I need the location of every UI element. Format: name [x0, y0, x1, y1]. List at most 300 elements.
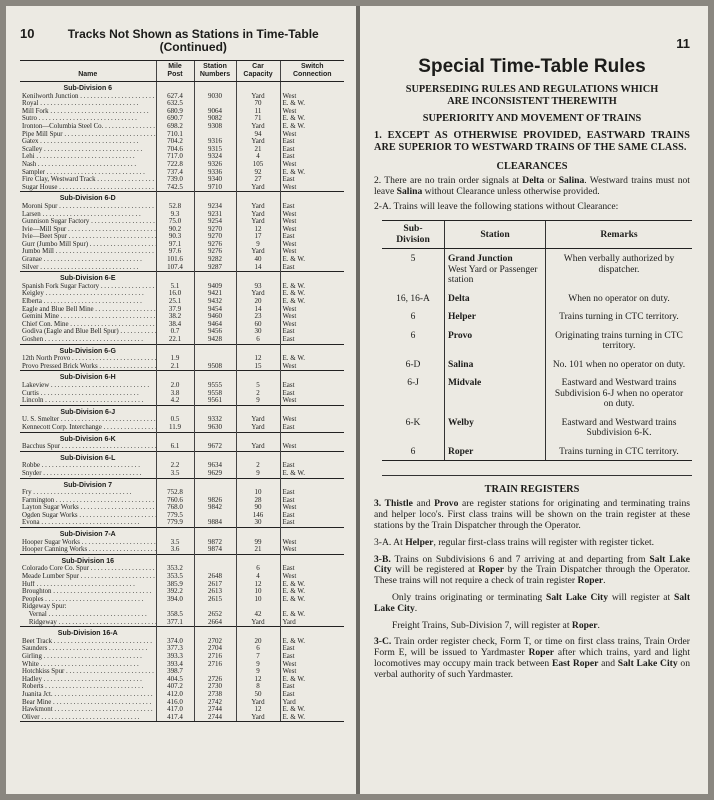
mile-post [156, 676, 194, 684]
mile-post [156, 706, 194, 714]
subdivision-title: Sub-Division 7 [20, 478, 156, 489]
car-capacity [236, 512, 280, 520]
mile-post-text: 632.5 [167, 100, 183, 108]
switch-connection [280, 470, 344, 478]
station-number-text: 9315 [208, 145, 222, 153]
station-number-text: 9332 [208, 416, 222, 424]
track-row [20, 306, 344, 314]
empty-cell [156, 627, 194, 638]
track-row [20, 176, 344, 184]
station-number-text: 9340 [208, 176, 222, 184]
track-name [20, 443, 156, 451]
station-number-text: 9254 [208, 218, 222, 226]
car-capacity [236, 169, 280, 177]
leader-dots [37, 115, 137, 122]
track-row [20, 519, 344, 527]
switch-connection-text: Yard [282, 618, 296, 626]
track-name-text: Lehi [22, 153, 35, 161]
mile-post [156, 638, 194, 646]
switch-connection [280, 115, 344, 123]
mile-post [156, 397, 194, 405]
car-capacity [236, 146, 280, 154]
switch-connection [280, 668, 344, 676]
track-name-text: Roberts [22, 683, 44, 691]
station-number [194, 336, 236, 344]
col-subdivision [382, 221, 445, 249]
station-number [194, 714, 236, 722]
mile-post [156, 93, 194, 101]
left-title-line1: Tracks Not Shown as Stations in Time-Table [67, 27, 319, 41]
switch-connection [280, 489, 344, 497]
station-number [194, 691, 236, 699]
station-number [194, 176, 236, 184]
switch-connection-text: West [282, 183, 297, 191]
switch-connection-text: E. & W. [282, 115, 306, 123]
mile-post [156, 131, 194, 139]
clearance-row [382, 442, 692, 461]
switch-connection [280, 638, 344, 646]
track-name [20, 706, 156, 714]
track-row [20, 218, 344, 226]
track-row [20, 416, 344, 424]
car-capacity-text: Yard [251, 248, 265, 256]
switch-connection [280, 539, 344, 547]
track-row [20, 546, 344, 554]
station-number [194, 93, 236, 101]
switch-connection-text: E. & W. [282, 580, 306, 588]
switch-connection [280, 382, 344, 390]
switch-connection-text: East [282, 652, 295, 660]
car-capacity [236, 93, 280, 101]
mile-post-text: 722.8 [167, 160, 183, 168]
track-name [20, 596, 156, 604]
switch-connection [280, 138, 344, 146]
track-name [20, 397, 156, 405]
mile-post-text: 0.5 [170, 416, 180, 424]
empty-cell [280, 272, 344, 283]
mile-post [156, 256, 194, 264]
empty-cell [194, 272, 236, 283]
mile-post-text: 37.9 [168, 305, 182, 313]
mile-post-text: 398.7 [167, 668, 183, 676]
leader-dots [36, 161, 136, 168]
switch-connection [280, 699, 344, 707]
empty-cell [194, 528, 236, 539]
leader-dots [79, 573, 156, 580]
station-number [194, 676, 236, 684]
track-row [20, 470, 344, 478]
switch-connection [280, 661, 344, 669]
station-number-text: 9064 [208, 107, 222, 115]
station-number [194, 248, 236, 256]
clearance-row [382, 249, 692, 289]
station-number-text: 9826 [208, 496, 222, 504]
empty-cell [194, 554, 236, 565]
mile-post [156, 108, 194, 116]
track-name-text: Eagle and Blue Bell Mine [22, 305, 94, 313]
switch-connection [280, 573, 344, 581]
station-number [194, 470, 236, 478]
switch-connection [280, 603, 344, 611]
track-name [20, 416, 156, 424]
clearance-row [382, 413, 692, 442]
leader-dots [51, 699, 151, 706]
car-capacity-text: 14 [254, 305, 262, 313]
mile-post-text: 353.5 [167, 573, 183, 581]
leader-dots [78, 512, 156, 519]
track-row [20, 226, 344, 234]
mile-post [156, 290, 194, 298]
clearance-station-name: Midvale [448, 378, 482, 389]
mile-post [156, 668, 194, 676]
rule-3b-note [374, 593, 690, 615]
mile-post [156, 100, 194, 108]
track-row [20, 653, 344, 661]
switch-connection-text: East [282, 389, 295, 397]
car-capacity [236, 355, 280, 363]
station-number [194, 218, 236, 226]
mile-post-text: 374.0 [167, 637, 183, 645]
track-name [20, 390, 156, 398]
leader-dots [63, 131, 156, 138]
rule-3c [374, 637, 690, 680]
track-row [20, 211, 344, 219]
left-page-header [20, 26, 344, 54]
rule-3b-text-d: will be registered at [391, 564, 479, 576]
station-number-text: 9316 [208, 138, 222, 146]
station-number [194, 443, 236, 451]
station-number-text: 9630 [208, 423, 222, 431]
leader-dots [35, 581, 135, 588]
mile-post-text: 392.2 [167, 588, 183, 596]
track-row [20, 489, 344, 497]
track-row [20, 691, 344, 699]
mile-post-text: 2.2 [170, 462, 180, 470]
switch-connection [280, 504, 344, 512]
car-capacity [236, 321, 280, 329]
station-number-text: 9672 [208, 443, 222, 451]
car-capacity [236, 504, 280, 512]
rule-3c-text: Train order register check, Form T, or time on first class trains, Train Order Form E, will be issued to Yardmaster [374, 636, 690, 659]
switch-connection-text: East [282, 519, 295, 527]
subdivision-heading [20, 82, 344, 93]
station-number-text: 9508 [208, 362, 222, 370]
mile-post-text: 3.5 [170, 538, 180, 546]
subdivision-title: Sub-Division 6 [63, 85, 113, 92]
track-name-text: 12th North Provo [22, 355, 71, 363]
track-name-text: Hooper Canning Works [22, 546, 88, 554]
mile-post-text: 75.0 [168, 218, 182, 226]
switch-connection [280, 100, 344, 108]
track-name [20, 218, 156, 226]
mile-post [156, 363, 194, 371]
station-number [194, 661, 236, 669]
track-row [20, 462, 344, 470]
switch-connection-text: East [282, 462, 295, 470]
switch-connection [280, 203, 344, 211]
tracks-table [20, 60, 344, 722]
track-row [20, 588, 344, 596]
car-capacity [236, 131, 280, 139]
rule-2a: 2-A. Trains will leave the following stations without Clearance: [374, 200, 619, 212]
track-name-text: Huff [22, 580, 35, 588]
rule-freight-note [374, 621, 690, 632]
switch-connection-text: West [282, 313, 297, 321]
car-capacity-text: 20 [254, 298, 262, 306]
track-name [20, 668, 156, 676]
clearance-remarks: Trains turning in CTC territory. [546, 307, 693, 326]
station-number-text: 9460 [208, 313, 222, 321]
station-number-text: 9884 [208, 519, 222, 527]
mile-post [156, 248, 194, 256]
track-name [20, 603, 156, 611]
car-capacity-text: 105 [252, 160, 264, 168]
leader-dots [41, 211, 141, 218]
track-name [20, 321, 156, 329]
rule-3a [374, 538, 690, 549]
clearance-subdivision: 6-D [405, 359, 421, 370]
switch-connection-text: E. & W. [282, 100, 306, 108]
track-row [20, 706, 344, 714]
car-capacity [236, 546, 280, 554]
rule-3b-roper-2: Roper [577, 575, 604, 587]
switch-connection-text: E. & W. [282, 355, 306, 363]
leader-dots [119, 328, 156, 335]
station-number [194, 512, 236, 520]
track-name-text: Ridgeway Spur: [22, 603, 67, 611]
switch-connection [280, 131, 344, 139]
clearance-station [445, 355, 546, 374]
station-number [194, 184, 236, 192]
mile-post-text: 52.8 [168, 202, 182, 210]
leader-dots [42, 653, 142, 660]
car-capacity-text: Yard [251, 618, 265, 626]
track-row [20, 290, 344, 298]
mile-post-text: 417.0 [167, 706, 183, 714]
clearance-header-row [382, 221, 692, 249]
leader-dots [53, 706, 153, 713]
station-number [194, 283, 236, 291]
leader-dots [42, 676, 142, 683]
empty-cell [236, 528, 280, 539]
empty-cell [280, 344, 344, 355]
subdivision-heading [20, 554, 344, 565]
mile-post [156, 443, 194, 451]
car-capacity-text: 2 [256, 462, 260, 470]
track-name-text: Snyder [22, 469, 42, 477]
leader-dots [49, 108, 149, 115]
switch-connection [280, 321, 344, 329]
mile-post-text: 407.2 [167, 683, 183, 691]
leader-dots [79, 504, 156, 511]
track-row [20, 256, 344, 264]
track-name [20, 519, 156, 527]
switch-connection [280, 653, 344, 661]
col-milepost-l2: Post [167, 71, 183, 78]
station-number-text: 9082 [208, 115, 222, 123]
empty-cell [156, 528, 194, 539]
car-capacity-text: 6 [256, 336, 260, 343]
rule-2-salina: Salina [558, 175, 585, 186]
station-number-text: 9326 [208, 160, 222, 168]
station-number-text: 9842 [208, 504, 222, 512]
rule-3c-east-roper: East Roper [551, 657, 599, 669]
note-2-roper: Roper [571, 619, 598, 631]
car-capacity [236, 706, 280, 714]
subdivision-title: Sub-Division 6-K [20, 432, 156, 443]
car-capacity [236, 645, 280, 653]
switch-connection [280, 462, 344, 470]
clearance-station-name: Roper [448, 446, 474, 457]
subdivision-title: Sub-Division 6-J [20, 405, 156, 416]
switch-connection-text: East [282, 645, 295, 653]
clearance-station-name: Provo [448, 330, 473, 341]
track-name-text: Layton Sugar Works [22, 504, 79, 512]
track-name-text: Hawkmont [22, 706, 53, 714]
clearance-remarks: When verbally authorized by dispatcher. [546, 249, 693, 289]
mile-post-text: 2.0 [170, 381, 180, 389]
car-capacity [236, 363, 280, 371]
empty-cell [156, 432, 194, 443]
clearance-station [445, 442, 546, 461]
station-number [194, 108, 236, 116]
leader-dots [43, 336, 143, 343]
superiority-heading: SUPERIORITY AND MOVEMENT OF TRAINS [422, 113, 642, 124]
mile-post-text: 3.5 [170, 469, 180, 477]
track-row [20, 233, 344, 241]
track-name [20, 676, 156, 684]
mile-post [156, 169, 194, 177]
track-name-text: Peoples [22, 595, 44, 603]
mile-post-text: 680.9 [167, 107, 183, 115]
track-row [20, 146, 344, 154]
mile-post [156, 416, 194, 424]
leader-dots [54, 248, 154, 255]
mile-post [156, 123, 194, 131]
station-number [194, 519, 236, 527]
switch-connection-text: East [282, 202, 295, 210]
car-capacity-text: 90 [254, 504, 262, 512]
station-number-text: 9710 [208, 183, 222, 191]
switch-connection-text: West [282, 92, 297, 100]
car-capacity-text: Yard [251, 218, 265, 226]
mile-post-text: 22.1 [168, 336, 182, 343]
leader-dots [32, 489, 132, 496]
section-divider [382, 475, 692, 476]
car-capacity [236, 203, 280, 211]
empty-cell [194, 478, 236, 489]
track-row [20, 661, 344, 669]
mile-post [156, 211, 194, 219]
track-name-text: Sampler [22, 168, 45, 176]
leader-dots [49, 382, 149, 389]
track-name [20, 565, 156, 573]
empty-cell [156, 554, 194, 565]
car-capacity-text: 4 [256, 153, 260, 161]
track-name [20, 233, 156, 241]
empty-cell [194, 627, 236, 638]
mile-post-text: 6.1 [170, 443, 180, 451]
car-capacity [236, 123, 280, 131]
car-capacity [236, 100, 280, 108]
switch-connection-text: E. & W. [282, 675, 306, 683]
switch-connection-text: West [282, 546, 297, 554]
car-capacity-text: Yard [251, 698, 265, 706]
note-1-slc: Salt Lake City [546, 591, 609, 603]
switch-connection [280, 233, 344, 241]
mile-post [156, 176, 194, 184]
leader-dots [39, 390, 139, 397]
left-page-title [42, 28, 344, 54]
rule-2-text-e: . Westward trains must not leave [374, 175, 690, 197]
subdivision-heading [20, 528, 344, 539]
car-capacity-text: Yard [251, 416, 265, 424]
clearance-subdivision: 6-J [407, 378, 419, 389]
track-row [20, 565, 344, 573]
clearance-remarks: No. 101 when no operator on duty. [546, 355, 693, 374]
station-number-text: 9231 [208, 210, 222, 218]
track-row [20, 645, 344, 653]
leader-dots [40, 462, 140, 469]
switch-connection [280, 241, 344, 249]
station-number [194, 290, 236, 298]
mile-post [156, 596, 194, 604]
track-name-text: Sutro [22, 115, 37, 123]
track-name-text: Elberta [22, 298, 42, 306]
switch-connection-text: West [282, 320, 297, 328]
track-name-text: Royal [22, 100, 39, 108]
mile-post [156, 146, 194, 154]
track-row [20, 683, 344, 691]
mile-post [156, 603, 194, 611]
station-number-text: 9558 [208, 389, 222, 397]
col-car-l1: Car [252, 63, 264, 70]
switch-connection-text: East [282, 683, 295, 691]
mile-post [156, 161, 194, 169]
station-number [194, 416, 236, 424]
track-name-text: Meade Lumber Spur [22, 573, 80, 581]
col-car-l2: Capacity [243, 71, 273, 78]
empty-cell [194, 451, 236, 462]
clearance-remarks: When no operator on duty. [546, 289, 693, 308]
mile-post [156, 504, 194, 512]
station-number [194, 462, 236, 470]
note-1-slc-2: Salt Lake City [374, 591, 691, 614]
switch-connection [280, 424, 344, 432]
switch-connection-text: E. & W. [282, 611, 306, 618]
track-name-text: Colorado Core Co. Spur [22, 565, 89, 573]
station-number [194, 603, 236, 611]
mile-post-text: 358.5 [167, 611, 183, 618]
switch-connection-text: E. & W. [282, 122, 306, 130]
switch-connection-text: E. & W. [282, 637, 306, 645]
track-name-text: Keigley [22, 290, 44, 298]
car-capacity [236, 489, 280, 497]
station-number [194, 638, 236, 646]
station-number-text: 9270 [208, 225, 222, 233]
car-capacity [236, 699, 280, 707]
track-name-text: Kenilworth Junction [22, 92, 79, 100]
rule-3 [374, 499, 690, 531]
mile-post [156, 489, 194, 497]
rule-3b-roper: Roper [478, 564, 504, 576]
station-number [194, 706, 236, 714]
switch-connection [280, 336, 344, 344]
switch-connection [280, 108, 344, 116]
car-capacity-text: 6 [256, 565, 260, 573]
station-number [194, 298, 236, 306]
switch-connection-text: E. & W. [282, 595, 306, 603]
